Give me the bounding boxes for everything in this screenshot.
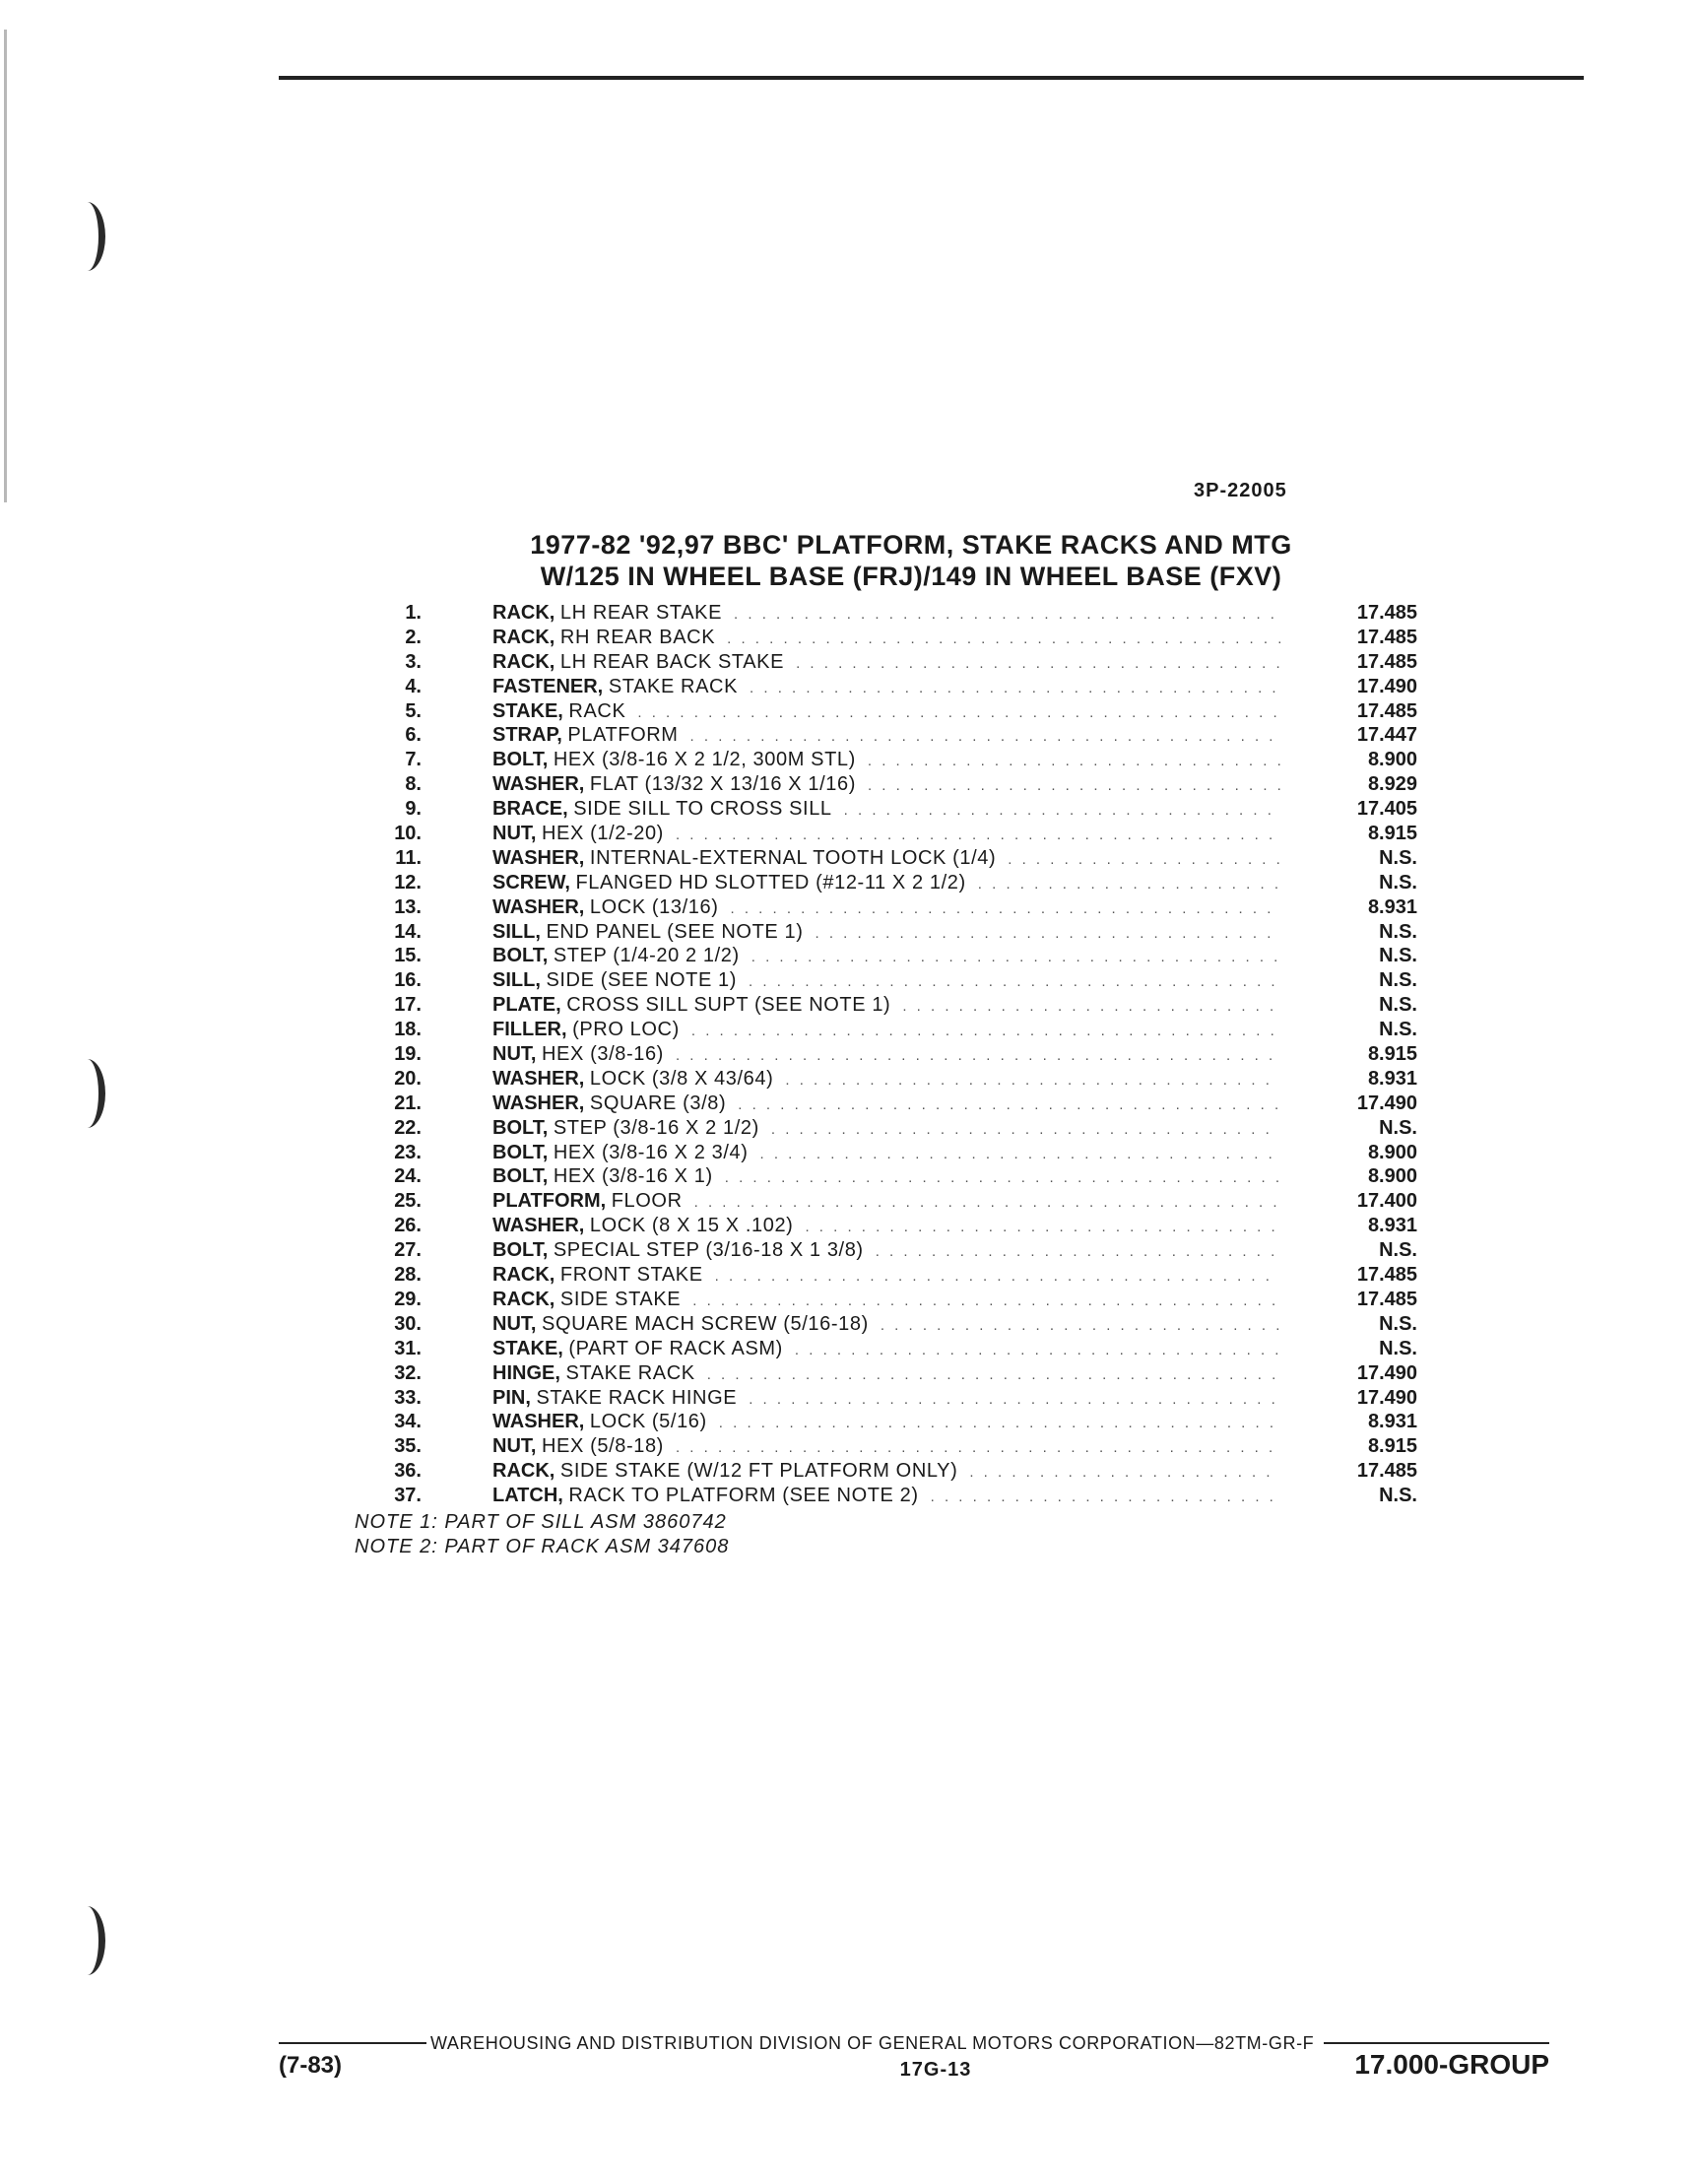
part-name: WASHER, <box>492 1067 585 1090</box>
part-description <box>492 1263 1280 1290</box>
part-detail: HEX (3/8-16) <box>542 1043 664 1066</box>
part-number: 27. <box>394 1239 422 1262</box>
part-row <box>355 1484 1423 1508</box>
part-detail: SIDE STAKE (W/12 FT PLATFORM ONLY) <box>559 1460 958 1483</box>
dot-leader <box>795 1339 1280 1363</box>
part-number: 32. <box>394 1361 422 1384</box>
part-description <box>492 1361 1280 1388</box>
part-name: WASHER, <box>492 846 585 869</box>
part-name: BRACE, <box>492 798 568 821</box>
part-number: 10. <box>394 823 422 845</box>
part-detail: HEX (3/8-16 X 2 1/2, 300M STL) <box>553 749 856 771</box>
part-group-number: N.S. <box>1379 846 1417 869</box>
part-name: WASHER, <box>492 1411 585 1433</box>
part-description <box>492 601 1280 628</box>
part-detail: RACK <box>568 699 626 722</box>
part-name: BOLT, <box>492 1116 549 1139</box>
part-name: NUT, <box>492 823 537 845</box>
part-name: WASHER, <box>492 895 585 918</box>
part-number: 5. <box>405 699 422 722</box>
part-detail: HEX (1/2-20) <box>542 823 664 845</box>
part-description <box>492 1141 1280 1167</box>
part-number: 33. <box>394 1386 422 1409</box>
dot-leader <box>771 1118 1280 1143</box>
part-row <box>355 1312 1423 1337</box>
part-name: WASHER, <box>492 773 585 796</box>
part-number: 29. <box>394 1288 422 1310</box>
part-detail: END PANEL (SEE NOTE 1) <box>546 920 804 943</box>
part-row <box>355 1092 1423 1116</box>
page-title-line2: W/125 IN WHEEL BASE (FRJ)/149 IN WHEEL BASE (FXV) <box>540 562 1282 591</box>
part-row <box>355 650 1423 675</box>
dot-leader <box>931 1486 1280 1510</box>
part-detail: SQUARE (3/8) <box>589 1092 727 1114</box>
dot-leader <box>760 1143 1280 1167</box>
part-number: 18. <box>394 1019 422 1041</box>
part-group-number: 17.490 <box>1356 675 1417 697</box>
part-name: SILL, <box>492 920 541 943</box>
part-name: STRAP, <box>492 724 562 747</box>
part-row <box>355 675 1423 699</box>
dot-leader <box>727 628 1280 652</box>
dot-leader <box>902 995 1280 1020</box>
page-title-line1: 1977-82 '92,97 BBC' PLATFORM, STAKE RACKS AND MTG <box>530 530 1292 560</box>
part-number: 37. <box>394 1485 422 1507</box>
part-group-number: 17.485 <box>1356 1460 1417 1483</box>
part-detail: LH REAR BACK STAKE <box>559 650 785 673</box>
part-description <box>492 1386 1280 1413</box>
part-name: PIN, <box>492 1386 531 1409</box>
part-description <box>492 1092 1280 1118</box>
part-group-number: N.S. <box>1379 969 1417 992</box>
part-description <box>492 748 1280 774</box>
part-description <box>492 797 1280 824</box>
part-row <box>355 895 1423 920</box>
part-row <box>355 993 1423 1018</box>
footer-rule-left <box>279 2042 426 2044</box>
part-name: BOLT, <box>492 1141 549 1163</box>
dot-leader <box>676 1436 1280 1461</box>
dot-leader <box>731 897 1281 922</box>
part-number: 9. <box>405 798 422 821</box>
note-2: NOTE 2: PART OF RACK ASM 347608 <box>355 1536 730 1557</box>
dot-leader <box>750 677 1280 701</box>
dot-leader <box>676 1044 1280 1069</box>
part-description <box>492 1459 1280 1486</box>
part-description <box>492 1164 1280 1191</box>
part-row <box>355 797 1423 822</box>
part-description <box>492 895 1280 922</box>
part-row <box>355 1459 1423 1484</box>
part-name: RACK, <box>492 1288 555 1310</box>
part-group-number: N.S. <box>1379 1239 1417 1262</box>
part-group-number: 8.915 <box>1367 823 1417 845</box>
part-group-number: N.S. <box>1379 994 1417 1017</box>
part-name: BOLT, <box>492 1239 549 1262</box>
part-name: RACK, <box>492 1460 555 1483</box>
part-detail: HEX (3/8-16 X 2 3/4) <box>553 1141 749 1163</box>
part-group-number: 17.490 <box>1356 1361 1417 1384</box>
part-number: 20. <box>394 1067 422 1090</box>
part-detail: LOCK (5/16) <box>589 1411 707 1433</box>
part-name: WASHER, <box>492 1215 585 1237</box>
part-detail: RH REAR BACK <box>559 626 716 648</box>
dot-leader <box>969 1461 1280 1486</box>
dot-leader <box>749 970 1280 995</box>
part-row <box>355 1386 1423 1411</box>
part-row <box>355 1288 1423 1312</box>
part-description <box>492 993 1280 1020</box>
part-name: PLATE, <box>492 994 561 1017</box>
part-group-number: 8.931 <box>1367 1067 1417 1090</box>
part-number: 6. <box>405 724 422 747</box>
part-group-number: 17.400 <box>1356 1190 1417 1213</box>
part-number: 7. <box>405 749 422 771</box>
part-group-number: N.S. <box>1379 1485 1417 1507</box>
part-description <box>492 723 1280 750</box>
part-group-number: N.S. <box>1379 1116 1417 1139</box>
part-row <box>355 822 1423 846</box>
part-group-number: 17.490 <box>1356 1092 1417 1114</box>
part-number: 1. <box>405 602 422 624</box>
part-description <box>492 1337 1280 1363</box>
part-row <box>355 626 1423 650</box>
part-number: 30. <box>394 1312 422 1335</box>
part-number: 16. <box>394 969 422 992</box>
part-group-number: 17.490 <box>1356 1386 1417 1409</box>
part-number: 15. <box>394 945 422 967</box>
part-group-number: N.S. <box>1379 1312 1417 1335</box>
part-description <box>492 772 1280 799</box>
part-group-number: 17.485 <box>1356 626 1417 648</box>
part-number: 23. <box>394 1141 422 1163</box>
part-name: FILLER, <box>492 1019 567 1041</box>
dot-leader <box>978 873 1280 897</box>
part-description <box>492 699 1280 726</box>
part-detail: FLAT (13/32 X 13/16 X 1/16) <box>589 773 856 796</box>
part-group-number: 8.915 <box>1367 1435 1417 1458</box>
dot-leader <box>805 1216 1280 1240</box>
part-name: SILL, <box>492 969 541 992</box>
part-number: 14. <box>394 920 422 943</box>
part-detail: SIDE SILL TO CROSS SILL <box>573 798 832 821</box>
dot-leader <box>868 750 1280 774</box>
footer-page-number: 17G-13 <box>899 2059 972 2081</box>
part-name: NUT, <box>492 1043 537 1066</box>
part-description <box>492 675 1280 701</box>
part-group-number: 8.929 <box>1367 773 1417 796</box>
part-group-number: 17.485 <box>1356 699 1417 722</box>
part-row <box>355 1238 1423 1263</box>
part-description <box>492 1067 1280 1093</box>
part-group-number: N.S. <box>1379 871 1417 893</box>
dot-leader <box>676 824 1280 848</box>
part-detail: HEX (5/8-18) <box>542 1435 664 1458</box>
part-detail: FLOOR <box>611 1190 683 1213</box>
dot-leader <box>715 1265 1280 1290</box>
part-detail: HEX (3/8-16 X 1) <box>553 1165 713 1188</box>
part-description <box>492 871 1280 897</box>
part-name: RACK, <box>492 602 555 624</box>
part-row <box>355 1141 1423 1165</box>
dot-leader <box>738 1093 1280 1118</box>
part-name: WASHER, <box>492 1092 585 1114</box>
part-row <box>355 871 1423 895</box>
part-group-number: N.S. <box>1379 920 1417 943</box>
part-row <box>355 968 1423 993</box>
part-group-number: N.S. <box>1379 1337 1417 1359</box>
part-group-number: N.S. <box>1379 1019 1417 1041</box>
footer-division-text: WAREHOUSING AND DISTRIBUTION DIVISION OF GENERAL MOTORS CORPORATION—82TM-GR-F <box>430 2032 1315 2053</box>
part-detail: STEP (1/4-20 2 1/2) <box>553 945 740 967</box>
part-description <box>492 650 1280 677</box>
dot-leader <box>694 1191 1280 1216</box>
dot-leader <box>844 799 1280 824</box>
part-description <box>492 1214 1280 1240</box>
part-description <box>492 968 1280 995</box>
part-number: 35. <box>394 1435 422 1458</box>
part-name: PLATFORM, <box>492 1190 607 1213</box>
part-name: BOLT, <box>492 749 549 771</box>
part-row <box>355 772 1423 797</box>
part-number: 19. <box>394 1043 422 1066</box>
part-name: NUT, <box>492 1312 537 1335</box>
part-name: BOLT, <box>492 1165 549 1188</box>
part-detail: CROSS SILL SUPT (SEE NOTE 1) <box>566 994 891 1017</box>
dot-leader <box>749 1388 1280 1413</box>
part-name: BOLT, <box>492 945 549 967</box>
note-1: NOTE 1: PART OF SILL ASM 3860742 <box>355 1511 727 1533</box>
part-row <box>355 1164 1423 1189</box>
part-number: 21. <box>394 1092 422 1114</box>
part-detail: PLATFORM <box>567 724 679 747</box>
dot-leader <box>725 1166 1280 1191</box>
binder-hole-bottom <box>69 1906 105 1975</box>
part-detail: SIDE STAKE <box>559 1288 682 1310</box>
part-number: 22. <box>394 1116 422 1139</box>
part-row <box>355 1337 1423 1361</box>
part-row <box>355 699 1423 724</box>
part-number: 28. <box>394 1264 422 1287</box>
part-description <box>492 944 1280 970</box>
part-name: SCREW, <box>492 871 570 893</box>
part-detail: LH REAR STAKE <box>559 602 723 624</box>
part-detail: STAKE RACK HINGE <box>536 1386 738 1409</box>
dot-leader <box>734 603 1280 628</box>
dot-leader <box>691 1020 1280 1044</box>
part-row <box>355 1410 1423 1434</box>
part-number: 36. <box>394 1460 422 1483</box>
dot-leader <box>719 1412 1280 1436</box>
part-description <box>492 1189 1280 1216</box>
part-number: 11. <box>395 846 422 869</box>
part-detail: LOCK (13/16) <box>589 895 719 918</box>
dot-leader <box>637 701 1280 726</box>
part-detail: (PART OF RACK ASM) <box>568 1337 783 1359</box>
part-row <box>355 1018 1423 1042</box>
part-group-number: 8.900 <box>1367 1165 1417 1188</box>
part-description <box>492 1238 1280 1265</box>
part-group-number: 17.485 <box>1356 650 1417 673</box>
catalog-number: 3P-22005 <box>1194 480 1287 501</box>
part-group-number: 17.485 <box>1356 1264 1417 1287</box>
part-row <box>355 1189 1423 1214</box>
part-number: 17. <box>394 994 422 1017</box>
part-detail: SPECIAL STEP (3/16-18 X 1 3/8) <box>553 1239 864 1262</box>
part-number: 24. <box>394 1165 422 1188</box>
dot-leader <box>785 1069 1280 1093</box>
dot-leader <box>876 1240 1280 1265</box>
dot-leader <box>1008 848 1280 873</box>
dot-leader <box>881 1314 1280 1339</box>
part-number: 3. <box>405 650 422 673</box>
part-description <box>492 1410 1280 1436</box>
part-group-number: 8.915 <box>1367 1043 1417 1066</box>
part-description <box>492 846 1280 873</box>
dot-leader <box>816 922 1281 947</box>
part-number: 12. <box>394 871 422 893</box>
part-description <box>492 822 1280 848</box>
part-group-number: 8.931 <box>1367 895 1417 918</box>
dot-leader <box>692 1290 1280 1314</box>
part-detail: SQUARE MACH SCREW (5/16-18) <box>542 1312 869 1335</box>
part-name: FASTENER, <box>492 675 604 697</box>
part-number: 25. <box>394 1190 422 1213</box>
footer-rule-right <box>1324 2042 1549 2044</box>
footer-date: (7-83) <box>279 2052 343 2079</box>
part-name: NUT, <box>492 1435 537 1458</box>
part-number: 8. <box>405 773 422 796</box>
parts-list <box>355 601 1423 1508</box>
part-detail: STEP (3/8-16 X 2 1/2) <box>553 1116 759 1139</box>
part-row <box>355 723 1423 748</box>
part-group-number: N.S. <box>1379 945 1417 967</box>
top-rule <box>279 76 1584 80</box>
part-description <box>492 920 1280 947</box>
part-row <box>355 1042 1423 1067</box>
part-group-number: 17.485 <box>1356 602 1417 624</box>
part-row <box>355 748 1423 772</box>
part-row <box>355 1263 1423 1288</box>
part-detail: SIDE (SEE NOTE 1) <box>546 969 738 992</box>
part-name: STAKE, <box>492 1337 563 1359</box>
part-row <box>355 1116 1423 1141</box>
part-name: RACK, <box>492 626 555 648</box>
dot-leader <box>707 1363 1280 1388</box>
dot-leader <box>796 652 1280 677</box>
part-number: 4. <box>405 675 422 697</box>
part-row <box>355 601 1423 626</box>
part-description <box>492 1484 1280 1510</box>
part-description <box>492 1288 1280 1314</box>
part-detail: STAKE RACK <box>565 1361 695 1384</box>
part-name: RACK, <box>492 1264 555 1287</box>
part-name: HINGE, <box>492 1361 560 1384</box>
part-detail: FRONT STAKE <box>559 1264 703 1287</box>
part-description <box>492 1434 1280 1461</box>
part-group-number: 17.485 <box>1356 1288 1417 1310</box>
part-detail: (PRO LOC) <box>572 1019 680 1041</box>
part-row <box>355 1361 1423 1386</box>
part-description <box>492 1042 1280 1069</box>
part-detail: LOCK (8 X 15 X .102) <box>589 1215 794 1237</box>
dot-leader <box>690 725 1280 750</box>
part-row <box>355 846 1423 871</box>
binder-hole-middle <box>69 1059 105 1128</box>
part-detail: LOCK (3/8 X 43/64) <box>589 1067 774 1090</box>
part-number: 2. <box>405 626 422 648</box>
part-detail: STAKE RACK <box>608 675 739 697</box>
part-row <box>355 920 1423 945</box>
part-group-number: 17.405 <box>1356 798 1417 821</box>
part-name: LATCH, <box>492 1485 563 1507</box>
part-number: 13. <box>394 895 422 918</box>
part-group-number: 8.931 <box>1367 1411 1417 1433</box>
part-group-number: 8.900 <box>1367 1141 1417 1163</box>
footer-group: 17.000-GROUP <box>1354 2049 1549 2080</box>
dot-leader <box>868 774 1280 799</box>
part-number: 34. <box>394 1411 422 1433</box>
part-description <box>492 626 1280 652</box>
part-row <box>355 944 1423 968</box>
part-row <box>355 1214 1423 1238</box>
binder-hole-top <box>69 202 105 271</box>
binder-edge <box>4 30 7 502</box>
part-number: 26. <box>394 1215 422 1237</box>
part-detail: RACK TO PLATFORM (SEE NOTE 2) <box>568 1485 919 1507</box>
part-row <box>355 1434 1423 1459</box>
dot-leader <box>751 946 1280 970</box>
part-detail: FLANGED HD SLOTTED (#12-11 X 2 1/2) <box>575 871 966 893</box>
part-number: 31. <box>394 1337 422 1359</box>
part-detail: INTERNAL-EXTERNAL TOOTH LOCK (1/4) <box>589 846 997 869</box>
part-description <box>492 1312 1280 1339</box>
part-name: RACK, <box>492 650 555 673</box>
part-group-number: 8.900 <box>1367 749 1417 771</box>
part-group-number: 8.931 <box>1367 1215 1417 1237</box>
part-name: STAKE, <box>492 699 563 722</box>
part-description <box>492 1018 1280 1044</box>
part-description <box>492 1116 1280 1143</box>
part-row <box>355 1067 1423 1092</box>
part-group-number: 17.447 <box>1356 724 1417 747</box>
